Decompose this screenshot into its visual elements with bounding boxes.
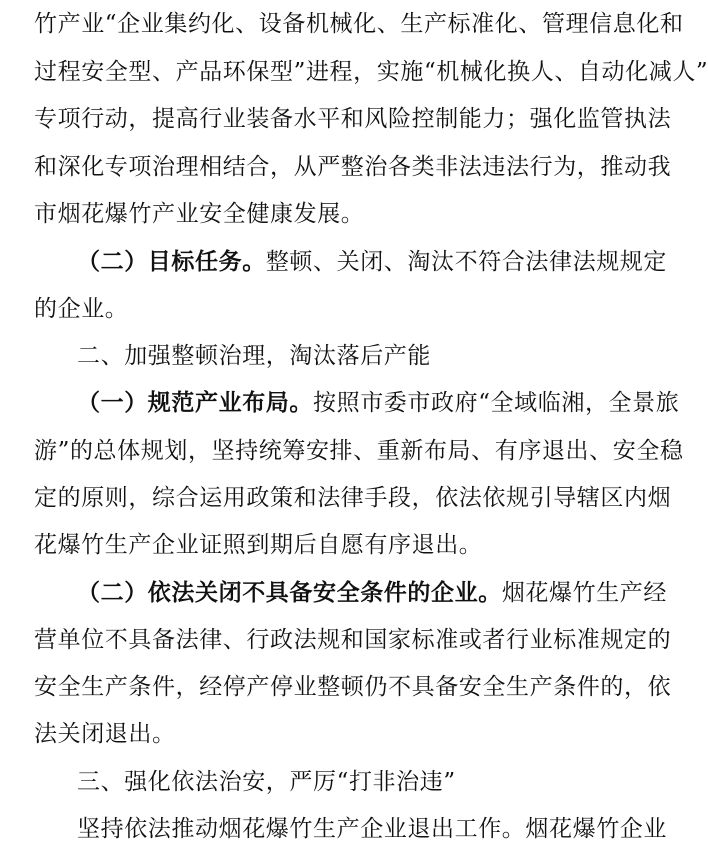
- subsection-line: [77, 571, 668, 615]
- body-line: 坚持依法推动烟花爆竹生产企业退出工作。烟花爆竹企业: [77, 816, 667, 842]
- section-heading: 三、强化依法治安，严厉“打非治违”: [77, 769, 456, 795]
- body-line: 竹产业“企业集约化、设备机械化、生产标准化、管理信息化和: [34, 11, 684, 37]
- body-line: 花爆竹生产企业证照到期后自愿有序退出。: [34, 532, 483, 558]
- subsection-line: [77, 381, 680, 425]
- section-heading: 二、加强整顿治理，淘汰落后产能: [77, 343, 431, 369]
- body-line: 游”的总体规划，坚持统筹安排、重新布局、有序退出、安全稳: [34, 438, 684, 464]
- body-line: 过程安全型、产品环保型”进程，实施“机械化换人、自动化减人”: [34, 59, 708, 85]
- body-line: 定的原则，综合运用政策和法律手段，依法依规引导辖区内烟: [34, 485, 672, 511]
- body-line: 安全生产条件，经停产停业整顿仍不具备安全生产条件的，依: [34, 674, 672, 700]
- body-line: 的企业。: [34, 296, 129, 322]
- subsection-text: 整顿、关闭、淘汰不符合法律法规规定: [265, 249, 668, 275]
- body-line: 和深化专项治理相结合，从严整治各类非法违法行为，推动我: [34, 154, 672, 180]
- subsection-heading: （二）依法关闭不具备安全条件的企业。: [77, 579, 502, 606]
- body-line: 法关闭退出。: [34, 721, 176, 747]
- body-line: 营单位不具备法律、行政法规和国家标准或者行业标准规定的: [34, 627, 672, 653]
- body-line: 市烟花爆竹产业安全健康发展。: [34, 201, 365, 227]
- subsection-text: 烟花爆竹生产经: [501, 580, 668, 606]
- subsection-text: 按照市委市政府“全域临湘，全景旅: [313, 390, 680, 416]
- subsection-heading: （一）规范产业布局。: [77, 389, 313, 416]
- subsection-line: [77, 240, 668, 284]
- subsection-heading: （二）目标任务。: [77, 248, 266, 275]
- body-line: 专项行动，提高行业装备水平和风险控制能力；强化监管执法: [34, 106, 672, 132]
